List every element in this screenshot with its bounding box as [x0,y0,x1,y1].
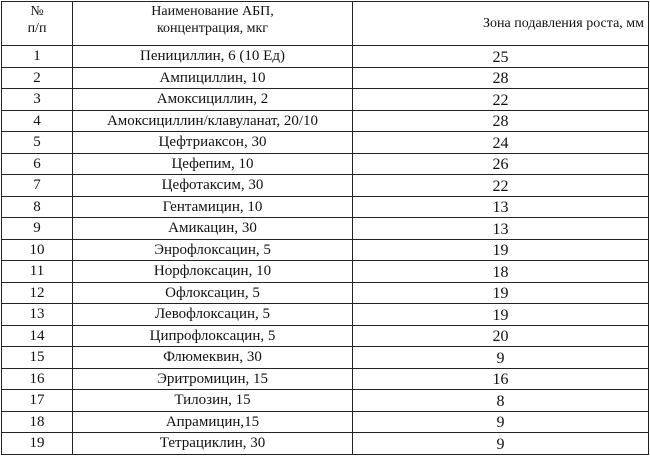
zone-value-cell: 8 [353,390,649,412]
row-number-cell: 4 [2,110,73,132]
zone-value-cell: 22 [353,175,649,197]
antibiotic-name-cell: Флюмеквин, 30 [73,347,353,369]
row-number-cell: 10 [2,239,73,261]
row-number-cell: 14 [2,325,73,347]
row-number-cell: 11 [2,261,73,283]
header-zone: Зона подавления роста, мм [353,2,649,46]
row-number-cell: 5 [2,132,73,154]
antibiotic-name-cell: Тилозин, 15 [73,390,353,412]
antibiotic-name-cell: Гентамицин, 10 [73,196,353,218]
antibiotic-name-cell: Эритромицин, 15 [73,368,353,390]
table-row [2,239,649,261]
row-number-cell: 13 [2,304,73,326]
row-number-cell: 7 [2,175,73,197]
row-number-cell: 3 [2,89,73,111]
row-number-cell: 18 [2,411,73,433]
antibiotic-name-cell: Тетрациклин, 30 [73,433,353,455]
zone-value-cell: 26 [353,153,649,175]
zone-value-cell: 20 [353,325,649,347]
row-number-cell: 8 [2,196,73,218]
table-row [2,304,649,326]
zone-value-cell: 28 [353,67,649,89]
row-number-cell: 6 [2,153,73,175]
table-row [2,153,649,175]
antibiotic-name-cell: Офлоксацин, 5 [73,282,353,304]
zone-value-cell: 22 [353,89,649,111]
zone-value-cell: 9 [353,347,649,369]
zone-value-cell: 9 [353,433,649,455]
antibiotic-name-cell: Амоксициллин/клавуланат, 20/10 [73,110,353,132]
row-number-cell: 2 [2,67,73,89]
row-number-cell: 17 [2,390,73,412]
antibiotic-table [1,1,649,455]
table-row [2,89,649,111]
zone-value-cell: 24 [353,132,649,154]
zone-value-cell: 9 [353,411,649,433]
zone-value-cell: 18 [353,261,649,283]
header-name-line-2: концентрация, мкг [156,21,269,36]
zone-value-cell: 28 [353,110,649,132]
table-header [2,2,649,46]
zone-value-cell: 16 [353,368,649,390]
header-num-line-1: № [30,4,44,19]
antibiotic-name-cell: Цефтриаксон, 30 [73,132,353,154]
header-name [73,2,353,46]
row-number-cell: 16 [2,368,73,390]
table-row [2,46,649,68]
table-row [2,282,649,304]
table-row [2,218,649,240]
row-number-cell: 9 [2,218,73,240]
row-number-cell: 15 [2,347,73,369]
table-row [2,175,649,197]
table-body [2,46,649,455]
table-row [2,325,649,347]
header-name-line-1: Наименование АБП, [151,4,274,19]
row-number-cell: 12 [2,282,73,304]
table-row [2,261,649,283]
table-row [2,196,649,218]
row-number-cell: 19 [2,433,73,455]
row-number-cell: 1 [2,46,73,68]
header-num-line-2: п/п [27,21,47,36]
table-row [2,368,649,390]
antibiotic-name-cell: Левофлоксацин, 5 [73,304,353,326]
antibiotic-name-cell: Цефепим, 10 [73,153,353,175]
zone-value-cell: 19 [353,239,649,261]
antibiotic-name-cell: Амоксициллин, 2 [73,89,353,111]
antibiotic-name-cell: Ципрофлоксацин, 5 [73,325,353,347]
antibiotic-name-cell: Ампициллин, 10 [73,67,353,89]
table-row [2,411,649,433]
antibiotic-name-cell: Пенициллин, 6 (10 Ед) [73,46,353,68]
zone-value-cell: 13 [353,218,649,240]
table-row [2,347,649,369]
table-row [2,132,649,154]
table-row [2,110,649,132]
zone-value-cell: 25 [353,46,649,68]
antibiotic-name-cell: Норфлоксацин, 10 [73,261,353,283]
table-row [2,390,649,412]
zone-value-cell: 13 [353,196,649,218]
table-row [2,433,649,455]
table-row [2,67,649,89]
zone-value-cell: 19 [353,282,649,304]
zone-value-cell: 19 [353,304,649,326]
antibiotic-name-cell: Цефотаксим, 30 [73,175,353,197]
header-num [2,2,73,46]
antibiotic-name-cell: Апрамицин,15 [73,411,353,433]
antibiotic-name-cell: Энрофлоксацин, 5 [73,239,353,261]
header-row [2,2,649,46]
antibiotic-name-cell: Амикацин, 30 [73,218,353,240]
